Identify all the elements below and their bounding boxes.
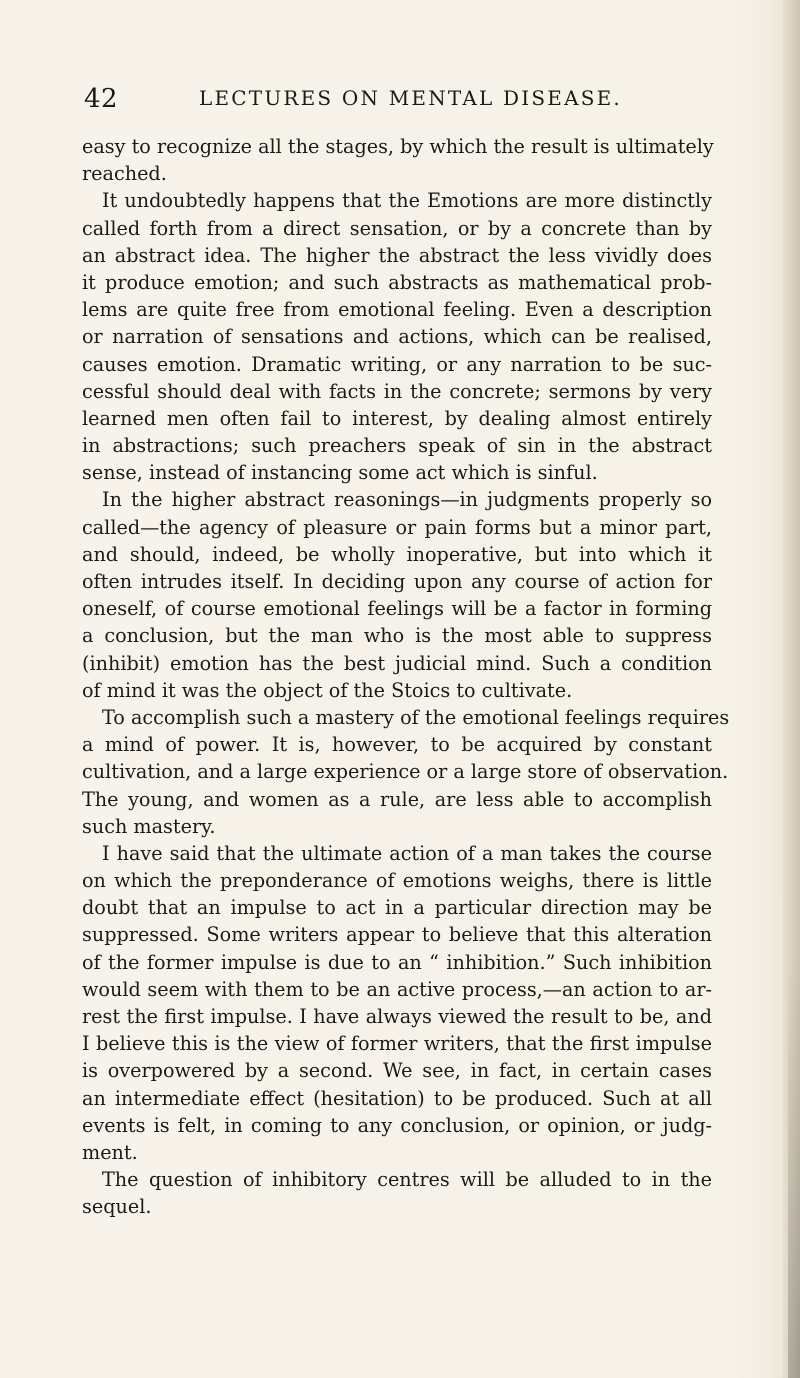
body-text [82, 133, 730, 1221]
page-number: 42 [84, 84, 119, 114]
text-line: of the former impulse is due to an “ inhibition.” Such inhibition [82, 950, 712, 974]
text-line: an intermediate effect (hesitation) to be produced. Such at all [82, 1086, 712, 1110]
text-line: and should, indeed, be wholly inoperative, but into which it [82, 542, 712, 566]
text-line: is overpowered by a second. We see, in fact, in certain cases [82, 1059, 712, 1083]
text-line: learned men often fail to interest, by dealing almost entirely [82, 406, 712, 430]
text-line: such mastery. [82, 814, 216, 838]
text-line: The young, and women as a rule, are less able to accomplish [82, 787, 712, 811]
text-line: sense, instead of instancing some act which is sinful. [82, 461, 598, 485]
text-line: it produce emotion; and such abstracts as mathematical prob- [82, 270, 712, 294]
text-line: oneself, of course emotional feelings will be a factor in forming [82, 597, 712, 621]
text-line: suppressed. Some writers appear to believe that this alteration [82, 923, 712, 947]
text-line: would seem with them to be an active process,—an action to ar- [82, 977, 712, 1001]
text-line: called—the agency of pleasure or pain forms but a minor part, [82, 515, 712, 539]
text-line: ment. [82, 1140, 138, 1164]
text-line: cessful should deal with facts in the concrete; sermons by very [82, 379, 712, 403]
text-line: (inhibit) emotion has the best judicial mind. Such a condition [82, 651, 712, 675]
text-line: In the higher abstract reasonings—in judgments properly so [102, 488, 712, 512]
text-line: easy to recognize all the stages, by which the result is ultimately [82, 135, 714, 158]
text-line: I believe this is the view of former writers, that the first impulse [82, 1032, 712, 1056]
text-line: reached. [82, 162, 167, 186]
page-edge-shadow [782, 0, 800, 1378]
text-line: cultivation, and a large experience or a large store of observation. [82, 760, 729, 784]
text-line: To accomplish such a mastery of the emotional feelings requires [102, 705, 730, 729]
text-line: The question of inhibitory centres will be alluded to in the [102, 1168, 712, 1192]
text-line: an abstract idea. The higher the abstract the less vividly does [82, 243, 712, 267]
text-line: causes emotion. Dramatic writing, or any narration to be suc- [82, 352, 712, 376]
text-line: of mind it was the object of the Stoics to cultivate. [82, 678, 573, 702]
text-line: sequel. [82, 1195, 152, 1219]
text-line: It undoubtedly happens that the Emotions are more distinctly [102, 189, 712, 213]
text-line: often intrudes itself. In deciding upon any course of action for [82, 570, 712, 593]
text-line: called forth from a direct sensation, or by a concrete than by [82, 216, 712, 240]
running-head: LECTURES ON MENTAL DISEASE. [199, 86, 622, 110]
text-line: a mind of power. It is, however, to be acquired by constant [82, 733, 712, 757]
text-line: a conclusion, but the man who is the most able to suppress [82, 624, 712, 648]
text-line: events is felt, in coming to any conclusion, or opinion, or judg- [82, 1113, 712, 1137]
text-line: or narration of sensations and actions, which can be realised, [82, 325, 712, 349]
text-line: in abstractions; such preachers speak of sin in the abstract [82, 434, 712, 458]
text-line: doubt that an impulse to act in a particular direction may be [82, 896, 712, 920]
text-line: rest the first impulse. I have always viewed the result to be, and [82, 1005, 712, 1028]
page-header [84, 84, 704, 114]
text-line: I have said that the ultimate action of a man takes the course [102, 841, 712, 865]
text-line: lems are quite free from emotional feeling. Even a description [82, 298, 712, 322]
text-line: on which the preponderance of emotions weighs, there is little [82, 869, 712, 893]
